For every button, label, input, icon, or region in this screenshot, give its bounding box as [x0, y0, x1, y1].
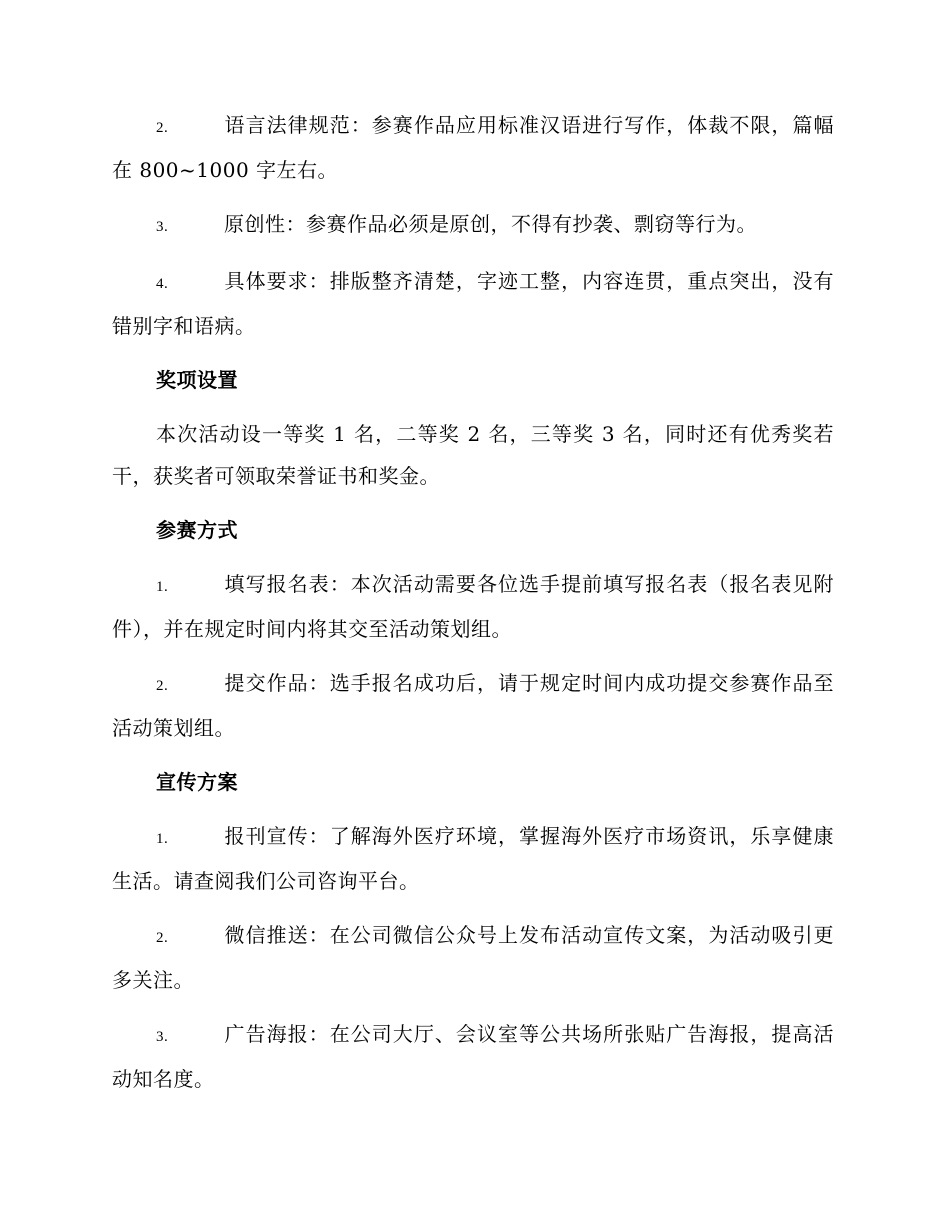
list-text: 报刊宣传：了解海外医疗环境，掌握海外医疗市场资讯，乐享健康生活。请查阅我们公司咨询平台。 [112, 824, 834, 893]
rule-item [112, 203, 834, 248]
list-number: 1. [156, 831, 169, 847]
section-heading-promotion: 宣传方案 [156, 770, 238, 794]
list-number: 3. [156, 1029, 169, 1045]
list-number: 2. [156, 678, 169, 694]
rule-item [112, 104, 834, 191]
list-number: 4. [156, 276, 169, 292]
list-number: 3. [156, 219, 169, 235]
document-body [112, 104, 834, 1112]
list-number: 1. [156, 579, 169, 595]
list-text: 微信推送：在公司微信公众号上发布活动宣传文案，为活动吸引更多关注。 [112, 923, 834, 992]
promotion-item [112, 914, 834, 1001]
list-text: 具体要求：排版整齐清楚，字迹工整，内容连贯，重点突出，没有错别字和语病。 [112, 269, 834, 338]
list-number: 2. [156, 120, 169, 136]
promotion-item [112, 815, 834, 902]
list-number: 2. [156, 930, 169, 946]
list-text: 填写报名表：本次活动需要各位选手提前填写报名表（报名表见附件），并在规定时间内将其交至活动策划组。 [112, 572, 834, 641]
promotion-item [112, 1013, 834, 1100]
rule-item [112, 260, 834, 347]
participation-item [112, 662, 834, 749]
participation-item [112, 563, 834, 650]
section-heading-awards: 奖项设置 [156, 368, 238, 392]
list-text: 提交作品：选手报名成功后，请于规定时间内成功提交参赛作品至活动策划组。 [112, 671, 834, 740]
section-heading-participation: 参赛方式 [156, 518, 238, 542]
list-text: 广告海报：在公司大厅、会议室等公共场所张贴广告海报，提高活动知名度。 [112, 1022, 834, 1091]
list-text: 语言法律规范：参赛作品应用标准汉语进行写作，体裁不限，篇幅在 800~1000 字左右。 [112, 113, 834, 182]
list-text: 原创性：参赛作品必须是原创，不得有抄袭、剽窃等行为。 [224, 212, 757, 236]
awards-paragraph: 本次活动设一等奖 1 名，二等奖 2 名，三等奖 3 名，同时还有优秀奖若干，获奖者可领取荣誉证书和奖金。 [112, 422, 834, 488]
